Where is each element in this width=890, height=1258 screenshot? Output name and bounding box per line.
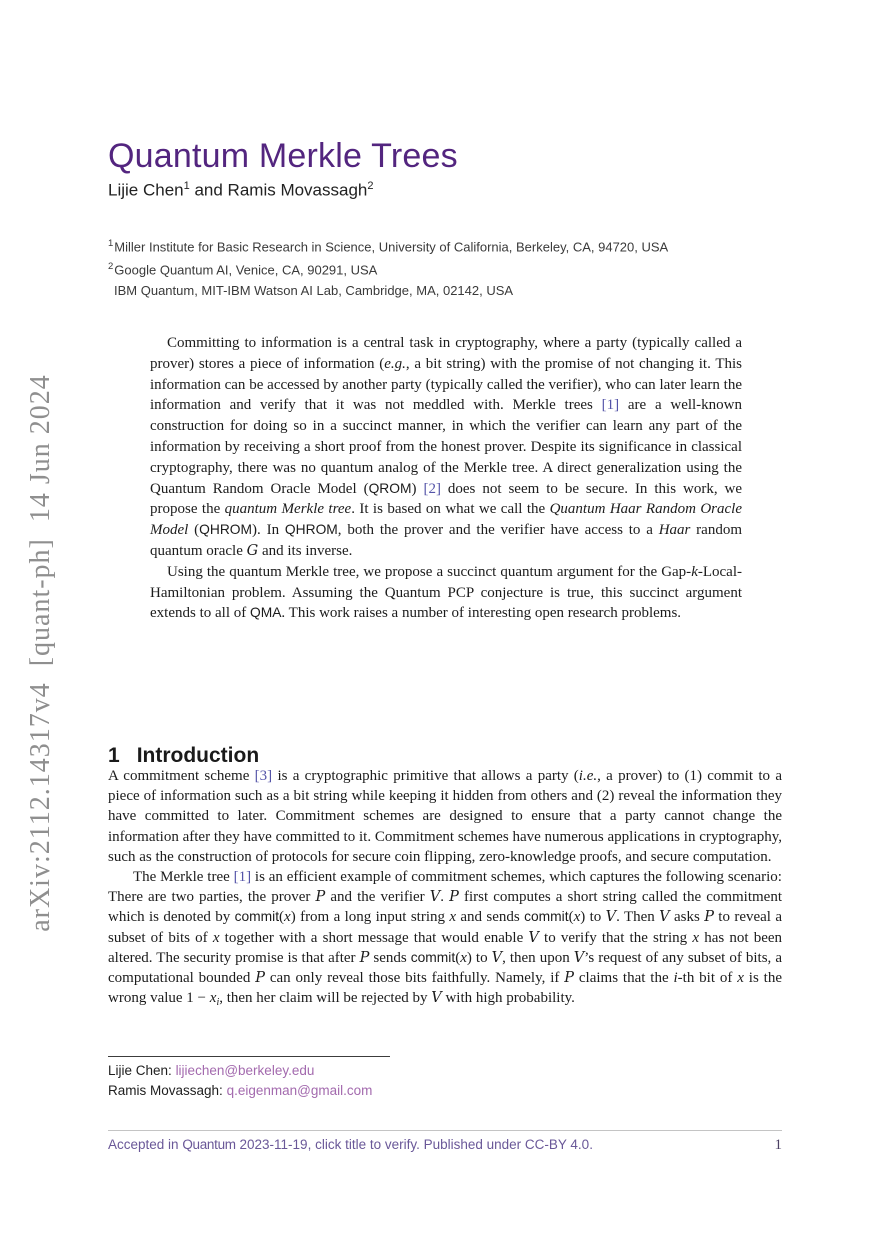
author-name: Ramis Movassagh <box>227 180 368 200</box>
text-segment: V <box>605 909 617 926</box>
text-segment: V <box>429 889 441 906</box>
text-segment: ) from a long input string <box>290 909 450 926</box>
text-segment: k <box>691 563 698 580</box>
footnote-block <box>108 1056 782 1101</box>
text-segment: P <box>564 970 575 987</box>
text-segment: is a cryptographic primitive that allows a party ( <box>272 768 579 784</box>
email-link[interactable]: lijiechen@berkeley.edu <box>175 1063 315 1078</box>
text-segment: P <box>255 970 265 987</box>
text-segment: i <box>673 970 678 987</box>
text-segment: claims that the <box>574 970 674 987</box>
abstract-paragraph <box>150 333 742 562</box>
body-text-block <box>108 766 782 1013</box>
text-segment: V <box>528 929 539 946</box>
text-segment: x <box>692 929 700 946</box>
author-name: Lijie Chen <box>108 180 184 200</box>
text-segment: , a prover) to (1) commit to a piece of information such as a bit string while keeping it hidden from others and (2) reveal the information they have committed to later. Commitment schemes are designed to ensure that a party cannot change the information after they have committed to it. Commitment schemes have numerous applications in cryptography, such as the construction of protocols for secure coin flipping, zero-knowledge proofs, and secure computation. <box>108 768 782 865</box>
acceptance-note <box>108 1137 593 1152</box>
abstract-block <box>150 333 742 624</box>
footer-rule <box>108 1130 782 1131</box>
text-segment: x <box>284 909 291 926</box>
text-segment: P <box>359 949 370 966</box>
text-segment: asks <box>669 909 705 926</box>
text-segment: Haar <box>658 522 691 539</box>
email-link[interactable]: q.eigenman@gmail.com <box>226 1083 373 1098</box>
text-segment: is the wrong value 1 − <box>108 970 783 1007</box>
arxiv-stamp: arXiv:2112.14317v4 [quant-ph] 14 Jun 2024 <box>25 374 56 932</box>
authors-separator: and <box>189 180 228 200</box>
text-segment: commit <box>410 949 456 965</box>
body-paragraph <box>108 766 782 867</box>
section-number: 1 <box>108 744 120 768</box>
author-affil-marker: 2 <box>367 180 374 192</box>
text-segment: The Merkle tree <box>133 869 234 886</box>
text-segment: x <box>573 909 581 926</box>
affiliation-marker: 1 <box>108 238 114 249</box>
text-segment: A commitment scheme <box>108 768 255 784</box>
text-segment: . It is based on what we call the <box>351 501 550 518</box>
section-title: Introduction <box>136 744 260 768</box>
affiliation-text: Google Quantum AI, Venice, CA, 90291, USA <box>114 262 378 278</box>
text-segment: to verify that the string <box>538 929 693 946</box>
affiliations-block <box>108 234 782 301</box>
text-segment: x <box>209 990 217 1007</box>
paper-title-link[interactable]: Quantum Merkle Trees <box>108 136 458 175</box>
text-segment: QHROM <box>284 522 338 538</box>
text-segment: to reveal a subset of bits of <box>108 909 782 946</box>
text-segment: and sends <box>456 909 525 926</box>
text-segment: , both the prover and the verifier have access to a <box>337 522 659 539</box>
citation-ref-3[interactable]: [3] <box>254 768 273 784</box>
text-segment: ( <box>568 909 574 926</box>
abstract-paragraph <box>150 562 742 624</box>
text-segment: quantum Merkle tree <box>224 501 352 518</box>
text-segment: has not been altered. The security promise is that after <box>108 929 783 966</box>
citation-ref-1[interactable]: [1] <box>233 869 252 886</box>
text-segment: ) to <box>580 909 606 926</box>
text-segment: P <box>315 889 326 906</box>
affiliation <box>108 257 782 280</box>
accepted-post-text: 2023-11-19, click title to verify. Published under CC-BY 4.0. <box>239 1137 593 1152</box>
text-segment: x <box>212 929 220 946</box>
text-segment: ) <box>411 480 424 497</box>
footnote-rule <box>108 1056 390 1057</box>
text-segment: and the verifier <box>325 889 430 906</box>
text-segment: ( <box>188 522 200 539</box>
text-segment: , then her claim will be rejected by <box>219 990 432 1007</box>
affiliation-marker: 2 <box>108 261 114 273</box>
text-segment: Using the quantum Merkle tree, we propose a succinct quantum argument for the Gap- <box>167 563 692 580</box>
citation-ref-1[interactable]: [1] <box>601 397 620 414</box>
text-segment: with high probability. <box>441 990 575 1007</box>
citation-ref-2[interactable]: [2] <box>423 480 441 497</box>
text-segment: -Local-Hamiltonian problem. Assuming the Quantum PCP conjecture is true, this succinct argument extends to all of <box>150 563 742 622</box>
text-segment: . Then <box>616 909 660 926</box>
text-segment: V <box>659 909 670 926</box>
text-segment: does not seem to be secure. In this work, we propose the <box>150 480 743 518</box>
text-segment: . This work raises a number of interesting open research problems. <box>281 605 682 622</box>
text-segment: i <box>216 997 220 1009</box>
quantum-journal-logo: Quantum <box>182 1137 236 1152</box>
text-segment: ’s request of any subset of bits, a computational bounded <box>108 949 782 987</box>
text-segment: -th bit of <box>677 970 738 987</box>
text-segment: QROM <box>368 480 412 496</box>
affiliation <box>108 234 782 257</box>
section-heading-introduction <box>108 744 782 768</box>
affiliation <box>108 281 782 301</box>
text-segment: V <box>573 949 585 966</box>
body-paragraph <box>108 867 782 1013</box>
footnote-author-label: Lijie Chen: <box>108 1063 172 1078</box>
text-segment: random quantum oracle <box>150 522 742 559</box>
page-number: 1 <box>774 1137 782 1153</box>
text-segment: G <box>246 542 259 559</box>
affiliation-text: IBM Quantum, MIT-IBM Watson AI Lab, Cambridge, MA, 02142, USA <box>114 282 514 298</box>
text-segment: V <box>491 949 503 966</box>
text-segment: is an efficient example of commitment schemes, which captures the following scenario: There are two parties, the prover <box>108 869 782 906</box>
text-segment: ). In <box>252 522 285 539</box>
text-segment: QMA <box>249 605 282 621</box>
accepted-pre-text: Accepted in <box>108 1137 179 1152</box>
text-segment: . <box>440 889 450 906</box>
text-segment: first computes a short string called the commitment which is denoted by <box>108 889 783 926</box>
footnote-author-label: Ramis Movassagh: <box>108 1083 223 1098</box>
text-segment: P <box>449 889 459 906</box>
page-footer <box>108 1130 782 1154</box>
affiliation-text: Miller Institute for Basic Research in Science, University of California, Berkeley, CA, 94720, USA <box>114 239 669 255</box>
text-segment: , then upon <box>502 949 574 966</box>
text-segment: commit <box>234 909 280 925</box>
text-segment: and its inverse. <box>258 542 353 559</box>
text-segment: i.e. <box>578 768 598 784</box>
text-segment: e.g. <box>384 355 406 372</box>
footnote-author-contact <box>108 1081 782 1101</box>
author-affil-marker: 1 <box>183 180 190 192</box>
text-segment: V <box>431 990 442 1007</box>
text-segment: commit <box>524 909 569 925</box>
footnote-author-contact <box>108 1061 782 1081</box>
text-segment: x <box>737 970 744 987</box>
text-segment: ) to <box>466 949 492 966</box>
authors-line <box>108 180 782 201</box>
text-segment: , a bit string) with the promise of not changing it. This information can be accessed by another party (typically called the verifier), who can later learn the information and verify that it was not meddled with. Merkle trees <box>150 355 742 414</box>
text-segment: are a well-known construction for doing so in a succinct manner, in which the verifier can learn any part of the information by receiving a short proof from the honest prover. Despite its significance in classical cryptography, there was no quantum analog of the Merkle tree. A direct generalization using the Quantum Random Oracle Model ( <box>150 397 743 497</box>
text-segment: Quantum Haar Random Oracle Model <box>150 501 742 539</box>
text-segment: Committing to information is a central task in cryptography, where a party (typically called a prover) stores a piece of information ( <box>150 335 742 372</box>
text-segment: x <box>460 949 467 966</box>
text-segment: can only reveal those bits faithfully. Namely, if <box>264 970 565 987</box>
text-segment: P <box>704 909 714 926</box>
text-segment: together with a short message that would enable <box>219 929 529 946</box>
text-segment: ( <box>279 909 285 926</box>
text-segment: x <box>449 909 457 926</box>
text-segment: QHROM <box>199 522 253 538</box>
text-segment: ( <box>455 949 461 966</box>
text-segment: sends <box>369 949 411 966</box>
